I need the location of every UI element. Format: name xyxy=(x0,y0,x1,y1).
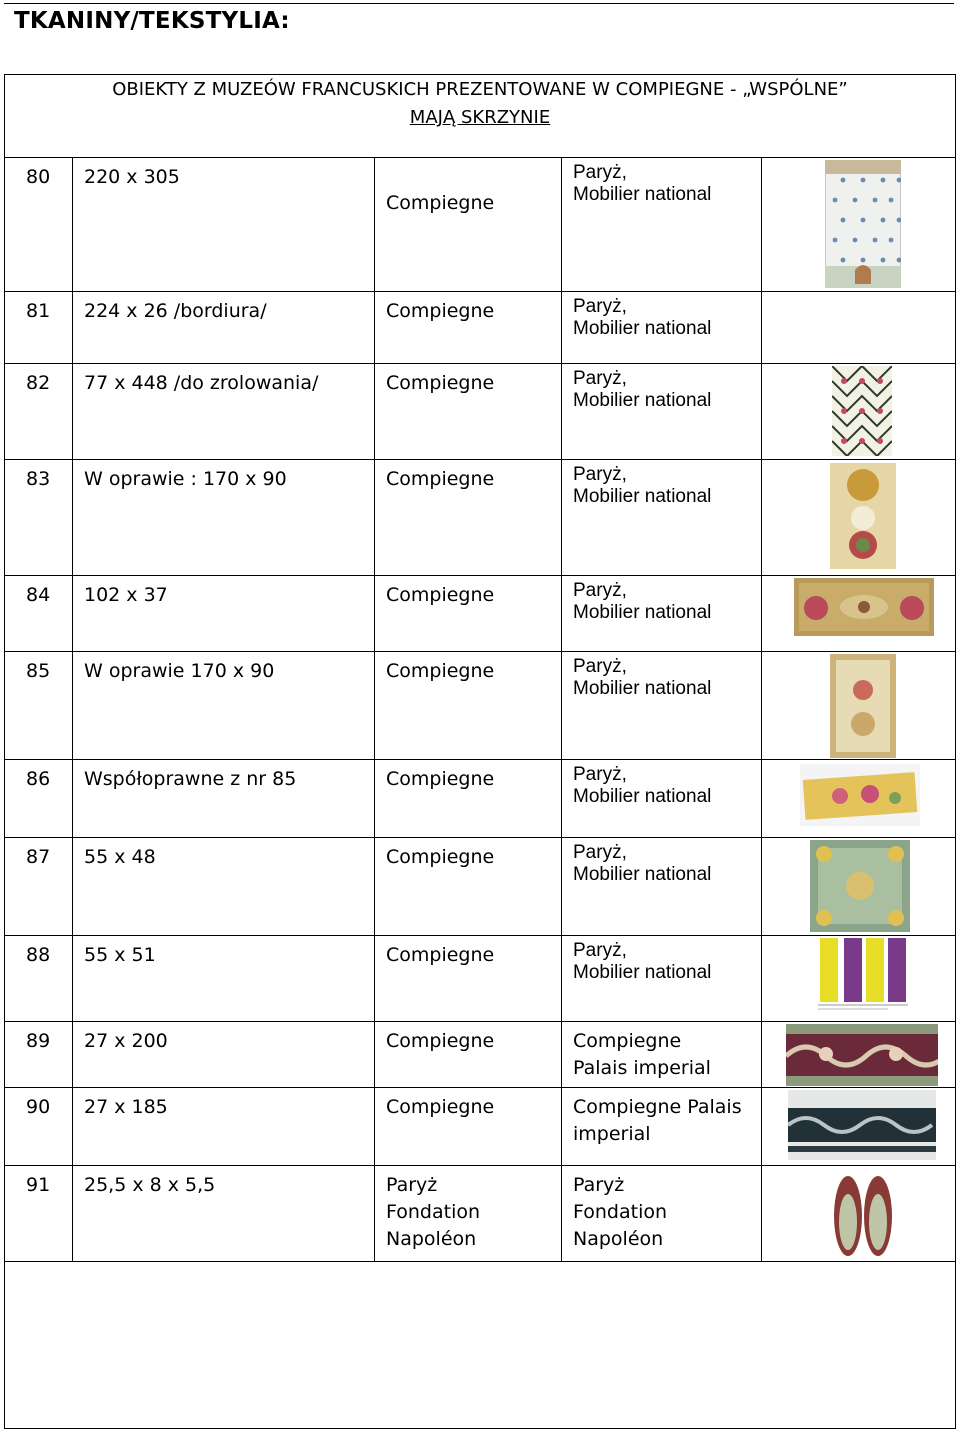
top-rule xyxy=(4,3,954,4)
dark-border-thumbnail xyxy=(788,1090,936,1160)
row-number: 86 xyxy=(26,768,51,790)
row-image-cell xyxy=(761,936,956,1021)
row-location: Compiegne xyxy=(374,1088,561,1165)
table-header xyxy=(4,74,956,158)
row-location: Compiegne xyxy=(374,838,561,935)
row-owner: Paryż, Mobilier national xyxy=(561,652,761,759)
row-dimensions: 55 x 51 xyxy=(72,936,374,1021)
row-dimensions: 102 x 37 xyxy=(72,576,374,651)
row-owner: Paryż, Mobilier national xyxy=(561,364,761,459)
row-location: Compiegne xyxy=(374,652,561,759)
textile-panel-thumbnail xyxy=(825,160,901,288)
row-image-cell xyxy=(761,158,956,291)
row-image-cell xyxy=(761,1088,956,1165)
table-row xyxy=(4,1166,956,1262)
table-row xyxy=(4,158,956,292)
striped-fabric-thumbnail xyxy=(818,938,908,1012)
row-dimensions: W oprawie : 170 x 90 xyxy=(72,460,374,575)
row-location: Compiegne xyxy=(374,460,561,575)
row-number: 88 xyxy=(26,944,51,966)
table-row xyxy=(4,652,956,760)
row-location: Compiegne xyxy=(374,1022,561,1087)
row-location: Compiegne xyxy=(374,936,561,1021)
table-row xyxy=(4,838,956,936)
table-row xyxy=(4,364,956,460)
row-image-cell xyxy=(761,1166,956,1261)
row-dimensions: 25,5 x 8 x 5,5 xyxy=(72,1166,374,1261)
row-owner: Compiegne Palais imperial xyxy=(561,1022,761,1087)
row-image-cell xyxy=(761,838,956,935)
row-dimensions: 27 x 200 xyxy=(72,1022,374,1087)
page-title: TKANINY/TEKSTYLIA: xyxy=(14,8,290,34)
border-band-thumbnail xyxy=(786,1024,938,1086)
row-owner: Paryż, Mobilier national xyxy=(561,576,761,651)
row-dimensions: W oprawie 170 x 90 xyxy=(72,652,374,759)
row-owner: Paryż, Mobilier national xyxy=(561,292,761,363)
row-dimensions: 224 x 26 /bordiura/ xyxy=(72,292,374,363)
row-location: Paryż Fondation Napoléon xyxy=(374,1166,561,1261)
table-row xyxy=(4,1022,956,1088)
table-header-line2: MAJĄ SKRZYNIE xyxy=(409,107,551,128)
row-location: Compiegne xyxy=(374,760,561,837)
table-row xyxy=(4,292,956,364)
row-number: 82 xyxy=(26,372,51,394)
row-owner: Paryż, Mobilier national xyxy=(561,838,761,935)
lattice-textile-thumbnail xyxy=(832,366,892,456)
table-row xyxy=(4,760,956,838)
row-number: 85 xyxy=(26,660,51,682)
row-owner: Paryż, Mobilier national xyxy=(561,760,761,837)
row-owner: Paryż Fondation Napoléon xyxy=(561,1166,761,1261)
row-dimensions: 55 x 48 xyxy=(72,838,374,935)
row-number: 89 xyxy=(26,1030,51,1052)
row-number: 87 xyxy=(26,846,51,868)
row-number: 84 xyxy=(26,584,51,606)
floral-band-thumbnail xyxy=(794,578,934,636)
row-number: 80 xyxy=(26,166,51,188)
row-owner: Paryż, Mobilier national xyxy=(561,158,761,291)
row-owner: Paryż, Mobilier national xyxy=(561,936,761,1021)
row-location: Compiegne xyxy=(374,292,561,363)
row-number: 83 xyxy=(26,468,51,490)
table-row xyxy=(4,460,956,576)
table-row xyxy=(4,1088,956,1166)
row-location: Compiegne xyxy=(374,364,561,459)
row-image-cell xyxy=(761,1022,956,1087)
row-location: Compiegne xyxy=(374,576,561,651)
row-dimensions: 77 x 448 /do zrolowania/ xyxy=(72,364,374,459)
row-image-cell xyxy=(761,364,956,459)
row-dimensions: 27 x 185 xyxy=(72,1088,374,1165)
table-row xyxy=(4,576,956,652)
row-number: 81 xyxy=(26,300,51,322)
slippers-thumbnail xyxy=(824,1168,900,1260)
row-image-cell xyxy=(761,460,956,575)
row-dimensions: 220 x 305 xyxy=(72,158,374,291)
row-number: 91 xyxy=(26,1174,51,1196)
row-dimensions: Współoprawne z nr 85 xyxy=(72,760,374,837)
row-number: 90 xyxy=(26,1096,51,1118)
table-row xyxy=(4,936,956,1022)
row-image-cell xyxy=(761,576,956,651)
row-image-cell xyxy=(761,760,956,837)
row-owner: Paryż, Mobilier national xyxy=(561,460,761,575)
table-header-line1: OBIEKTY Z MUZEÓW FRANCUSKICH PREZENTOWANE W COMPIEGNE - „WSPÓLNE” xyxy=(112,79,848,100)
embroidered-strip-thumbnail xyxy=(800,764,920,826)
floral-panel-thumbnail xyxy=(830,463,896,569)
framed-panel-thumbnail xyxy=(830,654,896,758)
row-owner: Compiegne Palais imperial xyxy=(561,1088,761,1165)
row-image-cell xyxy=(761,652,956,759)
row-image-cell xyxy=(761,292,956,363)
square-panel-thumbnail xyxy=(810,840,910,932)
row-location: Compiegne xyxy=(374,158,561,291)
